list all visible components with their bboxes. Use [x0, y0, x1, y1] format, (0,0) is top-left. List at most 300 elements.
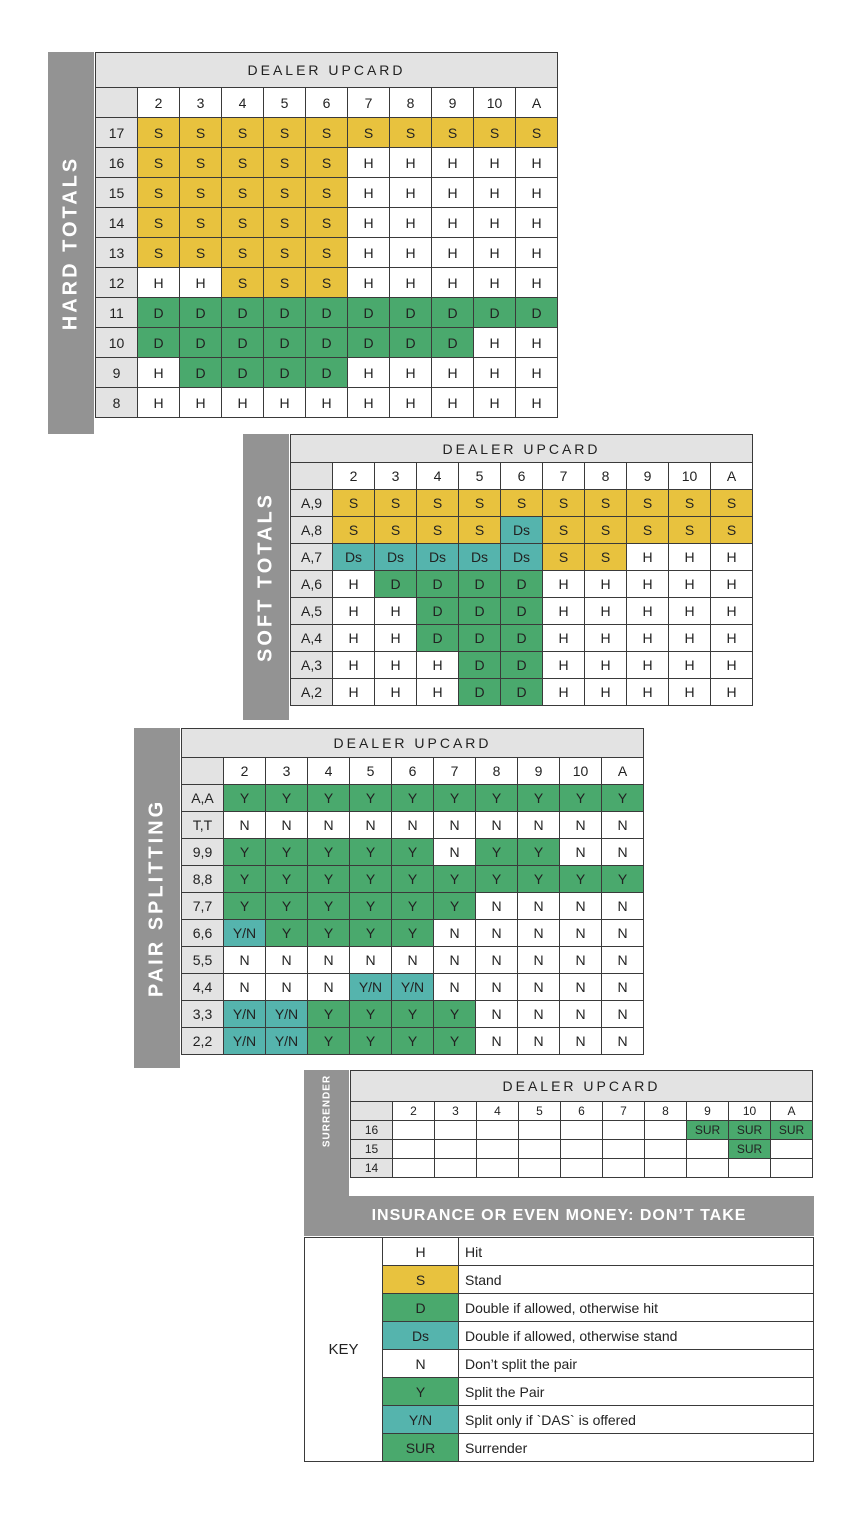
strategy-cell: S	[138, 208, 180, 238]
strategy-cell: Y	[518, 839, 560, 866]
strategy-cell: Y	[434, 1028, 476, 1055]
strategy-cell: Y	[392, 839, 434, 866]
strategy-cell: D	[417, 598, 459, 625]
column-label: 4	[417, 463, 459, 490]
strategy-cell: S	[585, 544, 627, 571]
strategy-cell: H	[711, 571, 753, 598]
row-label: A,2	[291, 679, 333, 706]
strategy-cell: H	[585, 652, 627, 679]
strategy-cell: N	[392, 812, 434, 839]
strategy-cell: Y/N	[392, 974, 434, 1001]
strategy-cell: D	[474, 298, 516, 328]
strategy-cell: S	[180, 118, 222, 148]
strategy-cell: N	[602, 839, 644, 866]
strategy-cell: H	[627, 625, 669, 652]
surrender-table	[350, 1070, 813, 1178]
strategy-cell: N	[560, 974, 602, 1001]
column-label: 7	[434, 758, 476, 785]
strategy-cell: H	[375, 625, 417, 652]
strategy-cell: D	[138, 298, 180, 328]
strategy-cell: H	[585, 571, 627, 598]
strategy-cell	[435, 1140, 477, 1159]
strategy-cell: H	[543, 571, 585, 598]
strategy-cell: H	[474, 208, 516, 238]
strategy-cell: H	[669, 598, 711, 625]
strategy-cell: Ds	[333, 544, 375, 571]
table-row	[96, 118, 558, 148]
key-description: Split only if `DAS` is offered	[459, 1406, 814, 1434]
strategy-cell: N	[602, 920, 644, 947]
row-label: 7,7	[182, 893, 224, 920]
dealer-upcard-header: DEALER UPCARD	[96, 53, 558, 88]
column-label: 2	[224, 758, 266, 785]
strategy-cell: S	[375, 517, 417, 544]
soft-totals-title: SOFT TOTALS	[254, 491, 277, 663]
strategy-cell: N	[266, 974, 308, 1001]
strategy-cell: H	[669, 679, 711, 706]
strategy-cell: Y	[392, 1001, 434, 1028]
strategy-cell: H	[138, 358, 180, 388]
strategy-cell: H	[432, 238, 474, 268]
strategy-cell: H	[474, 148, 516, 178]
key-description: Hit	[459, 1238, 814, 1266]
strategy-cell: Y	[224, 785, 266, 812]
table-row	[291, 544, 753, 571]
strategy-cell: Y/N	[266, 1001, 308, 1028]
table-row	[182, 974, 644, 1001]
column-label: 10	[474, 88, 516, 118]
table-row	[291, 625, 753, 652]
strategy-cell: S	[264, 148, 306, 178]
strategy-cell: D	[180, 328, 222, 358]
strategy-cell: H	[516, 238, 558, 268]
key-description: Split the Pair	[459, 1378, 814, 1406]
strategy-cell: Y	[476, 839, 518, 866]
strategy-cell: H	[390, 358, 432, 388]
row-label: 14	[351, 1159, 393, 1178]
column-label: 7	[543, 463, 585, 490]
strategy-cell: Y	[392, 893, 434, 920]
strategy-cell: S	[222, 178, 264, 208]
strategy-cell	[393, 1140, 435, 1159]
strategy-cell: S	[390, 118, 432, 148]
column-label: 8	[476, 758, 518, 785]
row-label: 8,8	[182, 866, 224, 893]
strategy-cell: H	[390, 388, 432, 418]
strategy-cell: Y	[266, 785, 308, 812]
strategy-cell: N	[560, 893, 602, 920]
key-description: Double if allowed, otherwise stand	[459, 1322, 814, 1350]
strategy-cell: S	[138, 238, 180, 268]
strategy-cell: N	[434, 947, 476, 974]
column-label: 6	[392, 758, 434, 785]
column-label: 9	[687, 1102, 729, 1121]
table-row	[291, 598, 753, 625]
strategy-cell: D	[459, 571, 501, 598]
strategy-cell	[687, 1159, 729, 1178]
strategy-cell: Y	[308, 893, 350, 920]
table-row	[96, 208, 558, 238]
strategy-cell: H	[627, 652, 669, 679]
pair-splitting-table	[181, 728, 644, 1055]
strategy-cell	[603, 1140, 645, 1159]
insurance-banner: INSURANCE OR EVEN MONEY: DON’T TAKE	[304, 1196, 814, 1236]
column-label: 5	[264, 88, 306, 118]
strategy-cell: Y	[308, 1001, 350, 1028]
strategy-cell: Y	[518, 785, 560, 812]
strategy-cell: Ds	[501, 517, 543, 544]
strategy-cell: H	[432, 148, 474, 178]
strategy-cell: Y	[560, 785, 602, 812]
row-label: A,3	[291, 652, 333, 679]
table-row	[291, 679, 753, 706]
column-label: 3	[375, 463, 417, 490]
table-row	[96, 268, 558, 298]
strategy-cell: H	[516, 148, 558, 178]
strategy-cell: Y	[518, 866, 560, 893]
column-label: 7	[348, 88, 390, 118]
strategy-cell: H	[669, 571, 711, 598]
strategy-cell: H	[348, 178, 390, 208]
key-description: Stand	[459, 1266, 814, 1294]
strategy-cell: N	[602, 974, 644, 1001]
strategy-cell: N	[308, 947, 350, 974]
strategy-cell	[645, 1140, 687, 1159]
strategy-cell: N	[350, 812, 392, 839]
strategy-cell	[561, 1159, 603, 1178]
strategy-cell: S	[543, 517, 585, 544]
strategy-cell: H	[474, 358, 516, 388]
strategy-cell: D	[138, 328, 180, 358]
strategy-cell: N	[560, 1028, 602, 1055]
strategy-cell	[729, 1159, 771, 1178]
strategy-cell: D	[501, 598, 543, 625]
column-label: 6	[561, 1102, 603, 1121]
strategy-cell: H	[669, 625, 711, 652]
strategy-cell: H	[138, 268, 180, 298]
strategy-cell: H	[627, 544, 669, 571]
table-row	[182, 947, 644, 974]
strategy-cell	[435, 1121, 477, 1140]
strategy-cell: S	[306, 208, 348, 238]
strategy-cell: Y	[350, 1001, 392, 1028]
strategy-cell: Y	[308, 866, 350, 893]
strategy-cell: Y	[350, 1028, 392, 1055]
strategy-cell: Y	[602, 866, 644, 893]
strategy-cell: H	[306, 388, 348, 418]
key-description: Don’t split the pair	[459, 1350, 814, 1378]
strategy-cell	[519, 1140, 561, 1159]
strategy-cell: N	[266, 947, 308, 974]
row-label: 8	[96, 388, 138, 418]
strategy-cell: S	[264, 178, 306, 208]
strategy-cell: H	[543, 679, 585, 706]
strategy-cell: H	[669, 652, 711, 679]
column-label: 4	[308, 758, 350, 785]
column-label: 8	[390, 88, 432, 118]
hard-totals-table	[95, 52, 558, 418]
strategy-cell: N	[224, 974, 266, 1001]
column-label: 6	[501, 463, 543, 490]
strategy-cell: H	[348, 358, 390, 388]
strategy-cell: S	[543, 544, 585, 571]
strategy-cell: D	[348, 298, 390, 328]
strategy-cell: Y	[224, 839, 266, 866]
strategy-cell: N	[224, 947, 266, 974]
strategy-cell: S	[222, 268, 264, 298]
key-symbol: Ds	[383, 1322, 459, 1350]
column-label: 10	[560, 758, 602, 785]
strategy-cell: D	[390, 328, 432, 358]
corner-cell	[182, 758, 224, 785]
strategy-cell: D	[516, 298, 558, 328]
strategy-cell: Y	[350, 839, 392, 866]
strategy-cell	[603, 1159, 645, 1178]
strategy-cell: Y	[476, 866, 518, 893]
strategy-cell: S	[138, 148, 180, 178]
strategy-cell: Y	[434, 866, 476, 893]
strategy-cell: H	[390, 148, 432, 178]
strategy-cell: Y	[476, 785, 518, 812]
strategy-cell: SUR	[729, 1140, 771, 1159]
column-label: 7	[603, 1102, 645, 1121]
strategy-cell: D	[417, 625, 459, 652]
row-label: 9,9	[182, 839, 224, 866]
strategy-cell: Y/N	[350, 974, 392, 1001]
strategy-cell	[771, 1140, 813, 1159]
strategy-cell: S	[180, 148, 222, 178]
corner-cell	[351, 1102, 393, 1121]
strategy-cell: S	[180, 208, 222, 238]
soft_totals-header-row	[291, 435, 753, 463]
strategy-cell: Y	[392, 866, 434, 893]
key-symbol: SUR	[383, 1434, 459, 1462]
strategy-cell: D	[459, 679, 501, 706]
strategy-cell: Y	[350, 866, 392, 893]
table-row	[182, 893, 644, 920]
strategy-cell: Y	[266, 893, 308, 920]
strategy-cell: S	[306, 238, 348, 268]
strategy-cell: Y	[308, 839, 350, 866]
strategy-cell: Y	[224, 866, 266, 893]
strategy-cell: Ds	[417, 544, 459, 571]
strategy-cell: H	[432, 178, 474, 208]
table-row	[96, 238, 558, 268]
strategy-cell: N	[476, 1001, 518, 1028]
strategy-cell: H	[627, 598, 669, 625]
pair_splitting-header-row	[182, 729, 644, 758]
column-label: A	[602, 758, 644, 785]
strategy-cell: H	[474, 388, 516, 418]
strategy-cell: N	[602, 1028, 644, 1055]
strategy-cell: S	[222, 238, 264, 268]
strategy-cell: N	[518, 1001, 560, 1028]
column-label: 5	[519, 1102, 561, 1121]
strategy-cell: N	[518, 893, 560, 920]
table-row	[182, 785, 644, 812]
strategy-cell: H	[375, 652, 417, 679]
strategy-cell: H	[516, 208, 558, 238]
strategy-cell: D	[306, 358, 348, 388]
strategy-cell: D	[501, 679, 543, 706]
column-label: 10	[729, 1102, 771, 1121]
row-label: 10	[96, 328, 138, 358]
strategy-cell: H	[516, 268, 558, 298]
strategy-cell	[393, 1121, 435, 1140]
column-label: 5	[350, 758, 392, 785]
strategy-cell: S	[516, 118, 558, 148]
column-label: 4	[477, 1102, 519, 1121]
strategy-cell: Y	[434, 1001, 476, 1028]
strategy-cell: H	[375, 679, 417, 706]
strategy-cell	[687, 1140, 729, 1159]
strategy-cell: H	[516, 328, 558, 358]
strategy-cell: Y	[308, 785, 350, 812]
strategy-cell: D	[264, 328, 306, 358]
strategy-cell: H	[474, 178, 516, 208]
strategy-cell: S	[375, 490, 417, 517]
row-label: 3,3	[182, 1001, 224, 1028]
dealer-upcard-header: DEALER UPCARD	[291, 435, 753, 463]
row-label: A,4	[291, 625, 333, 652]
strategy-cell: S	[627, 490, 669, 517]
strategy-cell: S	[306, 118, 348, 148]
table-row	[351, 1140, 813, 1159]
hard-totals-title: HARD TOTALS	[59, 155, 82, 331]
strategy-cell: H	[585, 598, 627, 625]
strategy-cell: H	[711, 625, 753, 652]
row-label: 16	[351, 1121, 393, 1140]
strategy-cell: H	[180, 388, 222, 418]
pair_splitting-column-row	[182, 758, 644, 785]
strategy-cell: S	[459, 490, 501, 517]
column-label: 6	[306, 88, 348, 118]
strategy-cell: N	[476, 920, 518, 947]
strategy-cell: N	[560, 920, 602, 947]
row-label: 9	[96, 358, 138, 388]
key-description: Surrender	[459, 1434, 814, 1462]
table-row	[96, 178, 558, 208]
table-row	[96, 298, 558, 328]
strategy-cell: D	[501, 652, 543, 679]
strategy-cell: N	[308, 974, 350, 1001]
strategy-cell: Ds	[501, 544, 543, 571]
strategy-cell: N	[476, 1028, 518, 1055]
strategy-cell: S	[138, 178, 180, 208]
strategy-cell	[477, 1121, 519, 1140]
table-row	[96, 148, 558, 178]
strategy-cell: Y/N	[266, 1028, 308, 1055]
column-label: A	[516, 88, 558, 118]
strategy-cell: H	[348, 388, 390, 418]
strategy-cell	[645, 1159, 687, 1178]
strategy-cell	[519, 1159, 561, 1178]
strategy-cell: D	[264, 298, 306, 328]
strategy-cell: N	[518, 947, 560, 974]
strategy-cell: D	[432, 298, 474, 328]
surrender-header-row	[351, 1071, 813, 1102]
column-label: 9	[432, 88, 474, 118]
key-title: KEY	[305, 1238, 383, 1462]
strategy-cell: H	[417, 652, 459, 679]
strategy-cell: H	[390, 178, 432, 208]
strategy-cell: H	[333, 679, 375, 706]
row-label: A,5	[291, 598, 333, 625]
strategy-cell: S	[306, 178, 348, 208]
row-label: A,A	[182, 785, 224, 812]
strategy-cell: N	[518, 974, 560, 1001]
strategy-cell: H	[432, 268, 474, 298]
strategy-cell: D	[432, 328, 474, 358]
row-label: 13	[96, 238, 138, 268]
strategy-cell: H	[711, 679, 753, 706]
strategy-cell: N	[476, 974, 518, 1001]
row-label: 12	[96, 268, 138, 298]
strategy-cell: H	[348, 268, 390, 298]
strategy-cell: S	[432, 118, 474, 148]
strategy-cell: H	[627, 571, 669, 598]
hard-totals-side-bar	[48, 52, 94, 434]
strategy-cell: D	[459, 652, 501, 679]
strategy-cell: S	[333, 517, 375, 544]
soft-totals-side-bar	[243, 434, 289, 720]
table-row	[182, 812, 644, 839]
surrender-title: SURRENDER	[321, 1074, 332, 1148]
strategy-cell: Ds	[459, 544, 501, 571]
row-label: A,6	[291, 571, 333, 598]
strategy-cell: N	[560, 947, 602, 974]
row-label: A,9	[291, 490, 333, 517]
strategy-cell: Y	[266, 866, 308, 893]
row-label: 2,2	[182, 1028, 224, 1055]
strategy-cell: Y	[434, 893, 476, 920]
surrender-side-bar	[304, 1070, 349, 1196]
table-row	[291, 571, 753, 598]
table-row	[182, 839, 644, 866]
strategy-cell: SUR	[729, 1121, 771, 1140]
surrender-column-row	[351, 1102, 813, 1121]
strategy-cell: S	[222, 208, 264, 238]
strategy-cell: D	[222, 358, 264, 388]
strategy-cell: N	[434, 920, 476, 947]
strategy-cell: H	[669, 544, 711, 571]
table-row	[291, 490, 753, 517]
strategy-cell: S	[474, 118, 516, 148]
soft_totals-column-row	[291, 463, 753, 490]
strategy-cell: S	[180, 238, 222, 268]
strategy-cell: S	[264, 238, 306, 268]
strategy-cell	[561, 1121, 603, 1140]
strategy-cell: H	[543, 625, 585, 652]
dealer-upcard-header: DEALER UPCARD	[182, 729, 644, 758]
strategy-cell: SUR	[687, 1121, 729, 1140]
strategy-cell: Y	[350, 893, 392, 920]
strategy-cell: N	[560, 839, 602, 866]
strategy-cell: D	[459, 625, 501, 652]
strategy-cell: N	[518, 812, 560, 839]
strategy-cell: H	[516, 388, 558, 418]
column-label: 8	[585, 463, 627, 490]
key-description: Double if allowed, otherwise hit	[459, 1294, 814, 1322]
strategy-cell: H	[390, 208, 432, 238]
row-label: A,8	[291, 517, 333, 544]
strategy-cell: S	[585, 490, 627, 517]
strategy-cell: H	[390, 268, 432, 298]
strategy-cell: Y	[392, 785, 434, 812]
strategy-cell: S	[669, 490, 711, 517]
row-label: 6,6	[182, 920, 224, 947]
column-label: 2	[393, 1102, 435, 1121]
